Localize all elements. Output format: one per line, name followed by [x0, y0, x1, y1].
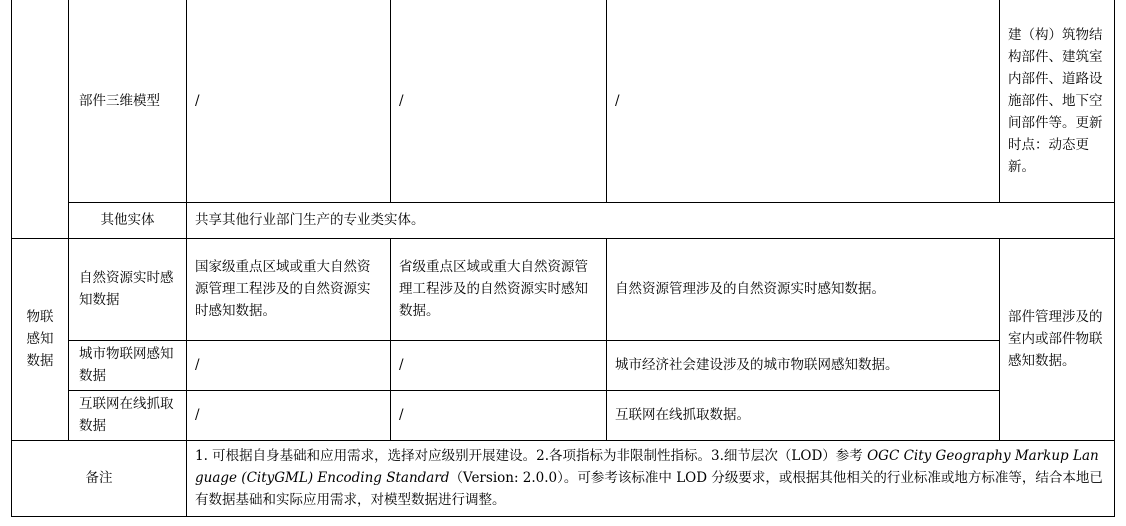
cell-nr-provincial: 省级重点区域或重大自然资源管理工程涉及的自然资源实时感知数据。	[391, 238, 607, 340]
standards-table	[11, 0, 1115, 517]
cell-city-level: /	[607, 0, 1000, 202]
cell-in-city: 互联网在线抓取数据。	[607, 390, 1000, 440]
cell-ci-city: 城市经济社会建设涉及的城市物联网感知数据。	[607, 340, 1000, 390]
table-row-remarks	[12, 440, 1115, 516]
remarks-text-part2: （Version: 2.0.0）。可参考该标准中 LOD 分级要求，或根据其他相关的行业标准或地方标准等，结合本地已有数据基础和实际应用需求，对模型数据进行调整。	[195, 470, 1103, 508]
table-row-component-model	[12, 0, 1115, 202]
remarks-text-part1: 1. 可根据自身基础和应用需求，选择对应级别开展建设。2.各项指标为非限制性指标。3.细节层次（LOD）参考	[195, 448, 868, 464]
table-row-natural-resources	[12, 238, 1115, 340]
row-label-city-iot: 城市物联网感知数据	[69, 340, 187, 390]
cell-ci-provincial: /	[391, 340, 607, 390]
cell-in-provincial: /	[391, 390, 607, 440]
cell-iot-component: 部件管理涉及的室内或部件物联感知数据。	[1000, 238, 1115, 440]
cell-ci-national: /	[187, 340, 391, 390]
row-label-other-entity: 其他实体	[69, 202, 187, 238]
cell-nr-city: 自然资源管理涉及的自然资源实时感知数据。	[607, 238, 1000, 340]
table-row-city-iot	[12, 340, 1115, 390]
cell-provincial-level: /	[391, 0, 607, 202]
row-label-component-model: 部件三维模型	[69, 0, 187, 202]
cell-component-level: 建（构）筑物结构部件、建筑室内部件、道路设施部件、地下空间部件等。更新时点：动态更新。	[1000, 0, 1115, 202]
remarks-standard-title: OGC City Geography Markup Language (CityGML) Encoding Standard	[195, 448, 1099, 486]
table-row-internet	[12, 390, 1115, 440]
table-row-other-entity	[12, 202, 1115, 238]
category-cell-continued	[12, 0, 69, 238]
row-label-remarks: 备注	[12, 440, 187, 516]
remarks-content	[187, 440, 1115, 516]
category-iot-data: 物联感知数据	[12, 238, 69, 440]
cell-in-national: /	[187, 390, 391, 440]
cell-other-entity-content: 共享其他行业部门生产的专业类实体。	[187, 202, 1115, 238]
row-label-natural-resources: 自然资源实时感知数据	[69, 238, 187, 340]
cell-national-level: /	[187, 0, 391, 202]
cell-nr-national: 国家级重点区域或重大自然资源管理工程涉及的自然资源实时感知数据。	[187, 238, 391, 340]
row-label-internet: 互联网在线抓取数据	[69, 390, 187, 440]
